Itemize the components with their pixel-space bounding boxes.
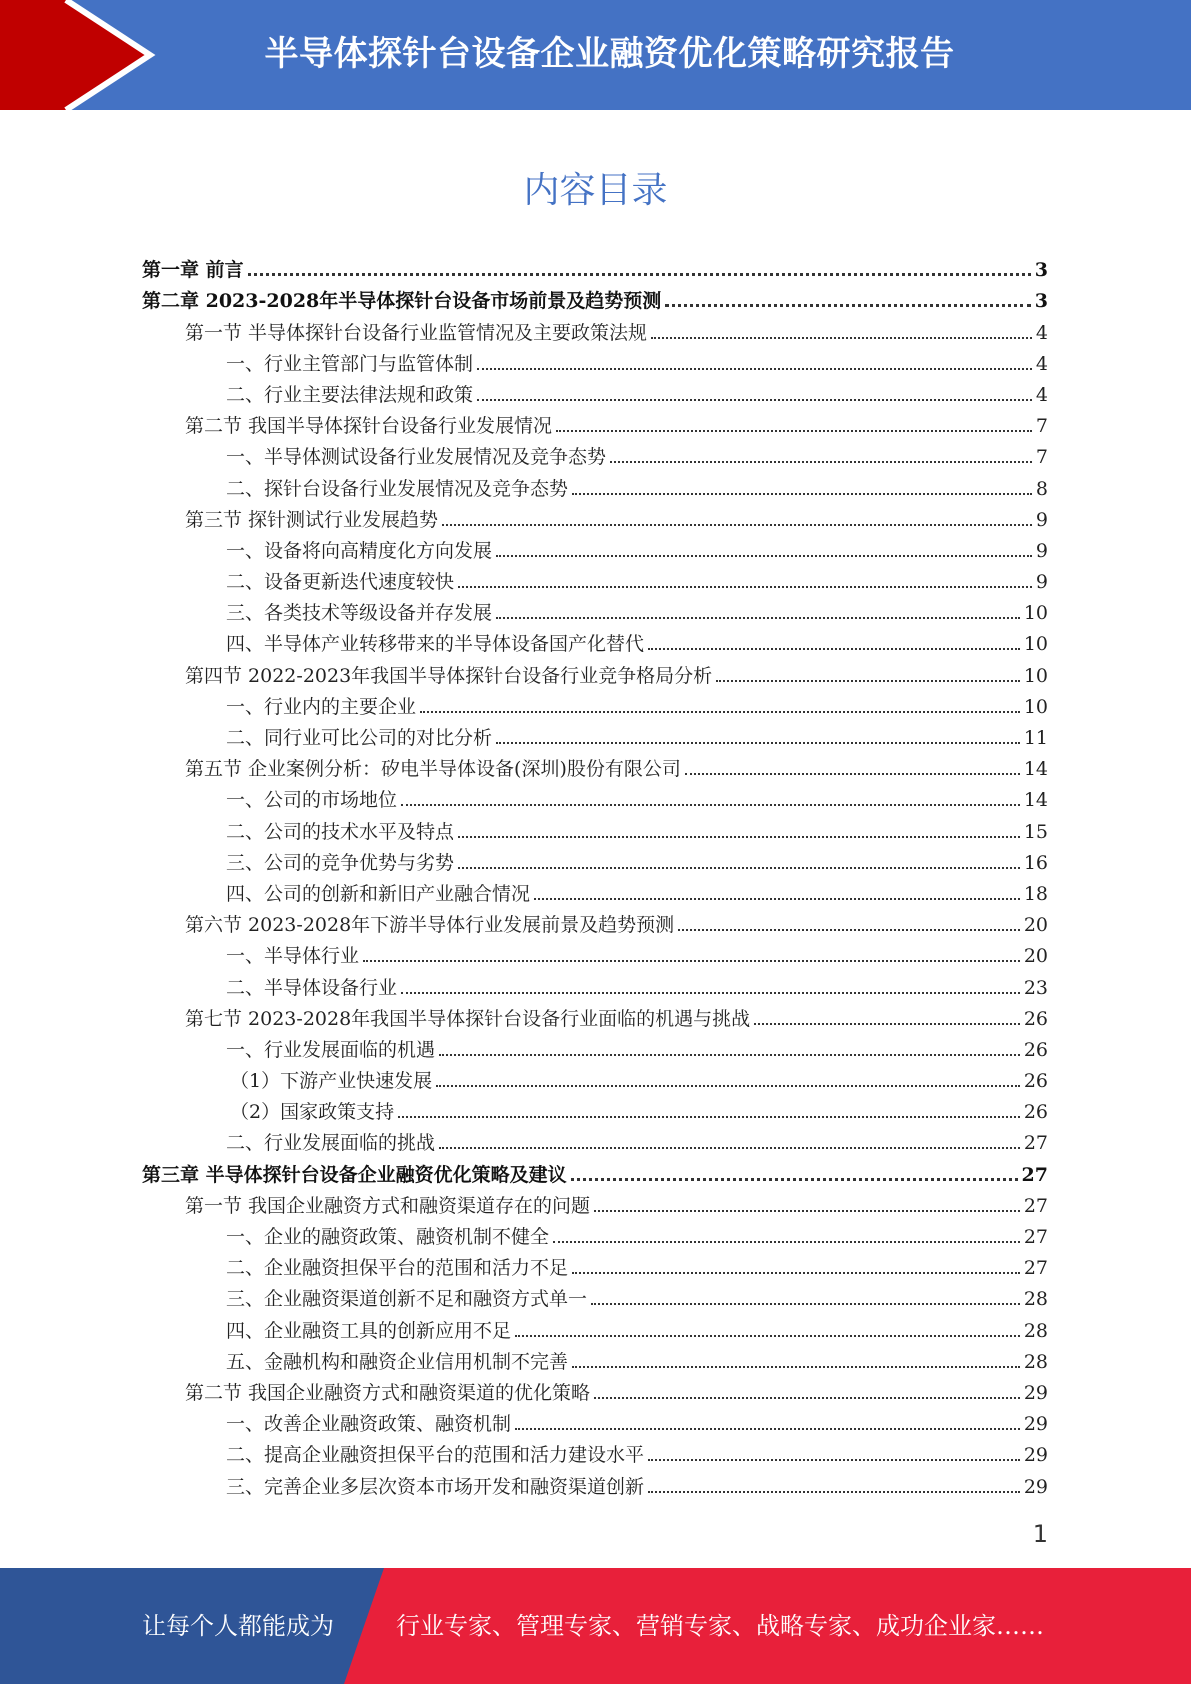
toc-entry[interactable] bbox=[142, 253, 1048, 284]
toc-entry-page: 26 bbox=[1023, 1101, 1048, 1124]
toc-dot-leader bbox=[572, 493, 1032, 495]
toc-dot-leader bbox=[665, 304, 1031, 307]
toc-dot-leader bbox=[458, 836, 1020, 838]
table-of-contents bbox=[142, 253, 1048, 1501]
toc-entry-page: 29 bbox=[1023, 1413, 1048, 1436]
toc-entry-text: 三、完善企业多层次资本市场开发和融资渠道创新 bbox=[226, 1475, 645, 1498]
toc-dot-leader bbox=[594, 1210, 1020, 1212]
toc-entry-text: 一、半导体行业 bbox=[226, 945, 360, 968]
toc-entry[interactable] bbox=[142, 1220, 1048, 1251]
toc-dot-leader bbox=[610, 461, 1032, 463]
toc-entry[interactable] bbox=[142, 1095, 1048, 1126]
toc-entry[interactable] bbox=[142, 565, 1048, 596]
toc-entry-text: 第二节 我国半导体探针台设备行业发展情况 bbox=[185, 415, 553, 438]
toc-entry-page: 29 bbox=[1023, 1444, 1048, 1467]
toc-dot-leader bbox=[515, 1428, 1020, 1430]
toc-entry[interactable] bbox=[142, 658, 1048, 689]
toc-entry-page: 27 bbox=[1023, 1226, 1048, 1248]
toc-dot-leader bbox=[685, 773, 1020, 775]
toc-entry-text: 第一节 半导体探针台设备行业监管情况及主要政策法规 bbox=[185, 321, 648, 344]
toc-entry-text: 二、行业发展面临的挑战 bbox=[226, 1132, 436, 1155]
toc-entry-page: 10 bbox=[1023, 695, 1048, 718]
toc-entry-page: 29 bbox=[1023, 1381, 1048, 1404]
toc-entry[interactable] bbox=[142, 690, 1048, 721]
toc-entry[interactable] bbox=[142, 1313, 1048, 1344]
toc-dot-leader bbox=[248, 273, 1031, 276]
toc-entry-text: 第四节 2022-2023年我国半导体探针台设备行业竞争格局分析 bbox=[185, 664, 713, 687]
toc-entry-page: 4 bbox=[1035, 321, 1048, 344]
toc-entry-page: 10 bbox=[1023, 664, 1048, 687]
toc-entry-text: 一、行业内的主要企业 bbox=[226, 695, 417, 718]
toc-entry-page: 23 bbox=[1023, 976, 1048, 999]
toc-entry[interactable] bbox=[142, 1002, 1048, 1033]
toc-entry-page: 15 bbox=[1023, 820, 1048, 843]
toc-entry[interactable] bbox=[142, 1438, 1048, 1469]
toc-dot-leader bbox=[458, 867, 1020, 869]
toc-entry[interactable] bbox=[142, 440, 1048, 471]
toc-dot-leader bbox=[477, 368, 1032, 370]
toc-dot-leader bbox=[420, 711, 1020, 713]
toc-entry-text: 二、企业融资担保平台的范围和活力不足 bbox=[226, 1257, 569, 1280]
toc-entry-page: 14 bbox=[1023, 789, 1048, 812]
toc-entry[interactable] bbox=[142, 503, 1048, 534]
toc-entry[interactable] bbox=[142, 1407, 1048, 1438]
toc-entry-page: 3 bbox=[1034, 259, 1048, 282]
toc-dot-leader bbox=[436, 1085, 1020, 1087]
toc-entry[interactable] bbox=[142, 409, 1048, 440]
toc-entry-page: 26 bbox=[1023, 1007, 1048, 1030]
toc-entry-page: 27 bbox=[1023, 1194, 1048, 1217]
toc-entry-text: 一、设备将向高精度化方向发展 bbox=[226, 539, 493, 562]
toc-entry-text: 第五节 企业案例分析：矽电半导体设备(深圳)股份有限公司 bbox=[185, 758, 681, 781]
toc-entry-text: 二、设备更新迭代速度较快 bbox=[226, 571, 455, 594]
toc-entry-text: 三、各类技术等级设备并存发展 bbox=[226, 602, 493, 625]
toc-entry-page: 7 bbox=[1035, 446, 1048, 469]
toc-entry-page: 27 bbox=[1021, 1163, 1048, 1186]
report-title: 半导体探针台设备企业融资优化策略研究报告 bbox=[264, 34, 955, 74]
toc-dot-leader bbox=[398, 1116, 1020, 1118]
toc-entry[interactable] bbox=[142, 970, 1048, 1001]
toc-entry-page: 26 bbox=[1023, 1070, 1048, 1093]
toc-entry-page: 4 bbox=[1035, 352, 1048, 375]
toc-entry-page: 29 bbox=[1023, 1475, 1048, 1498]
toc-dot-leader bbox=[556, 430, 1032, 432]
toc-entry-page: 16 bbox=[1023, 851, 1048, 874]
toc-dot-leader bbox=[534, 898, 1020, 900]
toc-entry-text: 一、改善企业融资政策、融资机制 bbox=[226, 1413, 512, 1436]
toc-entry[interactable] bbox=[142, 908, 1048, 939]
toc-entry[interactable] bbox=[142, 1126, 1048, 1157]
toc-entry-page: 28 bbox=[1023, 1319, 1048, 1342]
toc-dot-leader bbox=[401, 804, 1020, 806]
toc-dot-leader bbox=[515, 1335, 1020, 1337]
toc-entry-text: 二、探针台设备行业发展情况及竞争态势 bbox=[226, 477, 569, 500]
footer-banner bbox=[0, 1568, 1191, 1684]
toc-dot-leader bbox=[496, 742, 1020, 744]
toc-dot-leader bbox=[572, 1366, 1020, 1368]
toc-dot-leader bbox=[571, 1178, 1018, 1181]
toc-entry[interactable] bbox=[142, 1157, 1048, 1188]
toc-entry-text: 二、半导体设备行业 bbox=[226, 976, 398, 999]
toc-dot-leader bbox=[591, 1303, 1020, 1305]
toc-dot-leader bbox=[648, 1491, 1020, 1493]
toc-entry[interactable] bbox=[142, 1064, 1048, 1095]
toc-entry[interactable] bbox=[142, 846, 1048, 877]
toc-entry-page: 26 bbox=[1023, 1038, 1048, 1061]
toc-entry-page: 27 bbox=[1023, 1257, 1048, 1280]
toc-entry[interactable] bbox=[142, 939, 1048, 970]
toc-entry[interactable] bbox=[142, 1282, 1048, 1313]
toc-entry-page: 7 bbox=[1035, 415, 1048, 438]
toc-entry-text: 二、公司的技术水平及特点 bbox=[226, 820, 455, 843]
toc-dot-leader bbox=[496, 555, 1032, 557]
toc-entry[interactable] bbox=[142, 534, 1048, 565]
toc-entry[interactable] bbox=[142, 1345, 1048, 1376]
toc-dot-leader bbox=[477, 399, 1032, 401]
toc-entry[interactable] bbox=[142, 1033, 1048, 1064]
toc-dot-leader bbox=[496, 617, 1020, 619]
toc-entry-page: 20 bbox=[1023, 945, 1048, 968]
toc-dot-leader bbox=[678, 929, 1020, 931]
header-banner bbox=[0, 0, 1191, 110]
toc-entry-page: 9 bbox=[1035, 539, 1048, 562]
toc-entry-text: 一、企业的融资政策、融资机制不健全 bbox=[226, 1226, 550, 1248]
toc-entry-text: 第三节 探针测试行业发展趋势 bbox=[185, 508, 439, 531]
toc-dot-leader bbox=[363, 960, 1020, 962]
toc-entry[interactable] bbox=[142, 347, 1048, 378]
toc-entry-page: 9 bbox=[1035, 508, 1048, 531]
toc-entry-text: 四、半导体产业转移带来的半导体设备国产化替代 bbox=[226, 633, 645, 656]
footer-slogan-right: 行业专家、管理专家、营销专家、战略专家、成功企业家…… bbox=[396, 1612, 1044, 1640]
toc-entry-page: 14 bbox=[1023, 758, 1048, 781]
toc-dot-leader bbox=[754, 1023, 1020, 1025]
toc-entry-page: 27 bbox=[1023, 1132, 1048, 1155]
toc-entry-page: 9 bbox=[1035, 571, 1048, 594]
toc-entry[interactable] bbox=[142, 1376, 1048, 1407]
toc-entry-text: 三、企业融资渠道创新不足和融资方式单一 bbox=[226, 1288, 588, 1311]
toc-dot-leader bbox=[651, 337, 1032, 339]
toc-entry-page: 20 bbox=[1023, 914, 1048, 937]
footer-slogan-left: 让每个人都能成为 bbox=[142, 1612, 334, 1640]
toc-entry-text: 二、行业主要法律法规和政策 bbox=[226, 383, 474, 406]
toc-dot-leader bbox=[716, 680, 1020, 682]
page-number: 1 bbox=[1032, 1520, 1048, 1548]
toc-entry-text: 五、金融机构和融资企业信用机制不完善 bbox=[226, 1350, 569, 1373]
toc-entry[interactable] bbox=[142, 284, 1048, 315]
toc-entry[interactable] bbox=[142, 814, 1048, 845]
toc-entry-text: 第二节 我国企业融资方式和融资渠道的优化策略 bbox=[185, 1381, 591, 1404]
toc-entry-text: 一、行业发展面临的机遇 bbox=[226, 1038, 436, 1061]
toc-entry-text: 第一节 我国企业融资方式和融资渠道存在的问题 bbox=[185, 1194, 591, 1217]
toc-entry-page: 10 bbox=[1023, 602, 1048, 625]
toc-entry[interactable] bbox=[142, 1189, 1048, 1220]
toc-entry[interactable] bbox=[142, 471, 1048, 502]
toc-entry-text: 四、公司的创新和新旧产业融合情况 bbox=[226, 882, 531, 905]
toc-entry-text: 一、公司的市场地位 bbox=[226, 789, 398, 812]
toc-entry-text: （2）国家政策支持 bbox=[230, 1101, 395, 1124]
toc-entry[interactable] bbox=[142, 378, 1048, 409]
toc-entry[interactable] bbox=[142, 627, 1048, 658]
toc-entry-text: 一、行业主管部门与监管体制 bbox=[226, 352, 474, 375]
toc-entry-page: 28 bbox=[1023, 1288, 1048, 1311]
toc-entry-text: 第二章 2023-2028年半导体探针台设备市场前景及趋势预测 bbox=[142, 290, 662, 313]
toc-dot-leader bbox=[401, 992, 1020, 994]
toc-dot-leader bbox=[458, 586, 1032, 588]
toc-dot-leader bbox=[553, 1241, 1020, 1243]
toc-dot-leader bbox=[439, 1054, 1020, 1056]
toc-entry[interactable] bbox=[142, 315, 1048, 346]
toc-entry-page: 18 bbox=[1023, 882, 1048, 905]
toc-entry[interactable] bbox=[142, 752, 1048, 783]
toc-entry-text: 第三章 半导体探针台设备企业融资优化策略及建议 bbox=[142, 1163, 567, 1186]
toc-entry-page: 4 bbox=[1035, 383, 1048, 406]
toc-entry-text: 二、同行业可比公司的对比分析 bbox=[226, 727, 493, 749]
toc-entry-page: 3 bbox=[1034, 290, 1048, 313]
toc-entry[interactable] bbox=[142, 1251, 1048, 1282]
toc-entry-page: 10 bbox=[1023, 633, 1048, 656]
toc-title: 内容目录 bbox=[523, 170, 668, 211]
toc-entry[interactable] bbox=[142, 1469, 1048, 1500]
toc-entry-page: 11 bbox=[1023, 727, 1048, 749]
toc-entry-text: 三、公司的竞争优势与劣势 bbox=[226, 851, 455, 874]
toc-entry-text: 四、企业融资工具的创新应用不足 bbox=[226, 1319, 512, 1342]
toc-entry-page: 8 bbox=[1035, 477, 1048, 500]
toc-entry-text: （1）下游产业快速发展 bbox=[230, 1070, 433, 1093]
toc-dot-leader bbox=[572, 1272, 1020, 1274]
toc-dot-leader bbox=[648, 648, 1020, 650]
toc-entry-text: 二、提高企业融资担保平台的范围和活力建设水平 bbox=[226, 1444, 645, 1467]
toc-entry-text: 第一章 前言 bbox=[142, 259, 244, 282]
toc-dot-leader bbox=[648, 1459, 1020, 1461]
toc-entry-text: 一、半导体测试设备行业发展情况及竞争态势 bbox=[226, 446, 607, 469]
toc-dot-leader bbox=[442, 524, 1032, 526]
toc-entry[interactable] bbox=[142, 596, 1048, 627]
toc-entry[interactable] bbox=[142, 877, 1048, 908]
toc-entry-text: 第六节 2023-2028年下游半导体行业发展前景及趋势预测 bbox=[185, 914, 675, 937]
toc-entry[interactable] bbox=[142, 721, 1048, 752]
toc-entry-text: 第七节 2023-2028年我国半导体探针台设备行业面临的机遇与挑战 bbox=[185, 1007, 751, 1030]
toc-entry-page: 28 bbox=[1023, 1350, 1048, 1373]
toc-dot-leader bbox=[439, 1147, 1020, 1149]
toc-entry[interactable] bbox=[142, 783, 1048, 814]
toc-dot-leader bbox=[594, 1397, 1020, 1399]
